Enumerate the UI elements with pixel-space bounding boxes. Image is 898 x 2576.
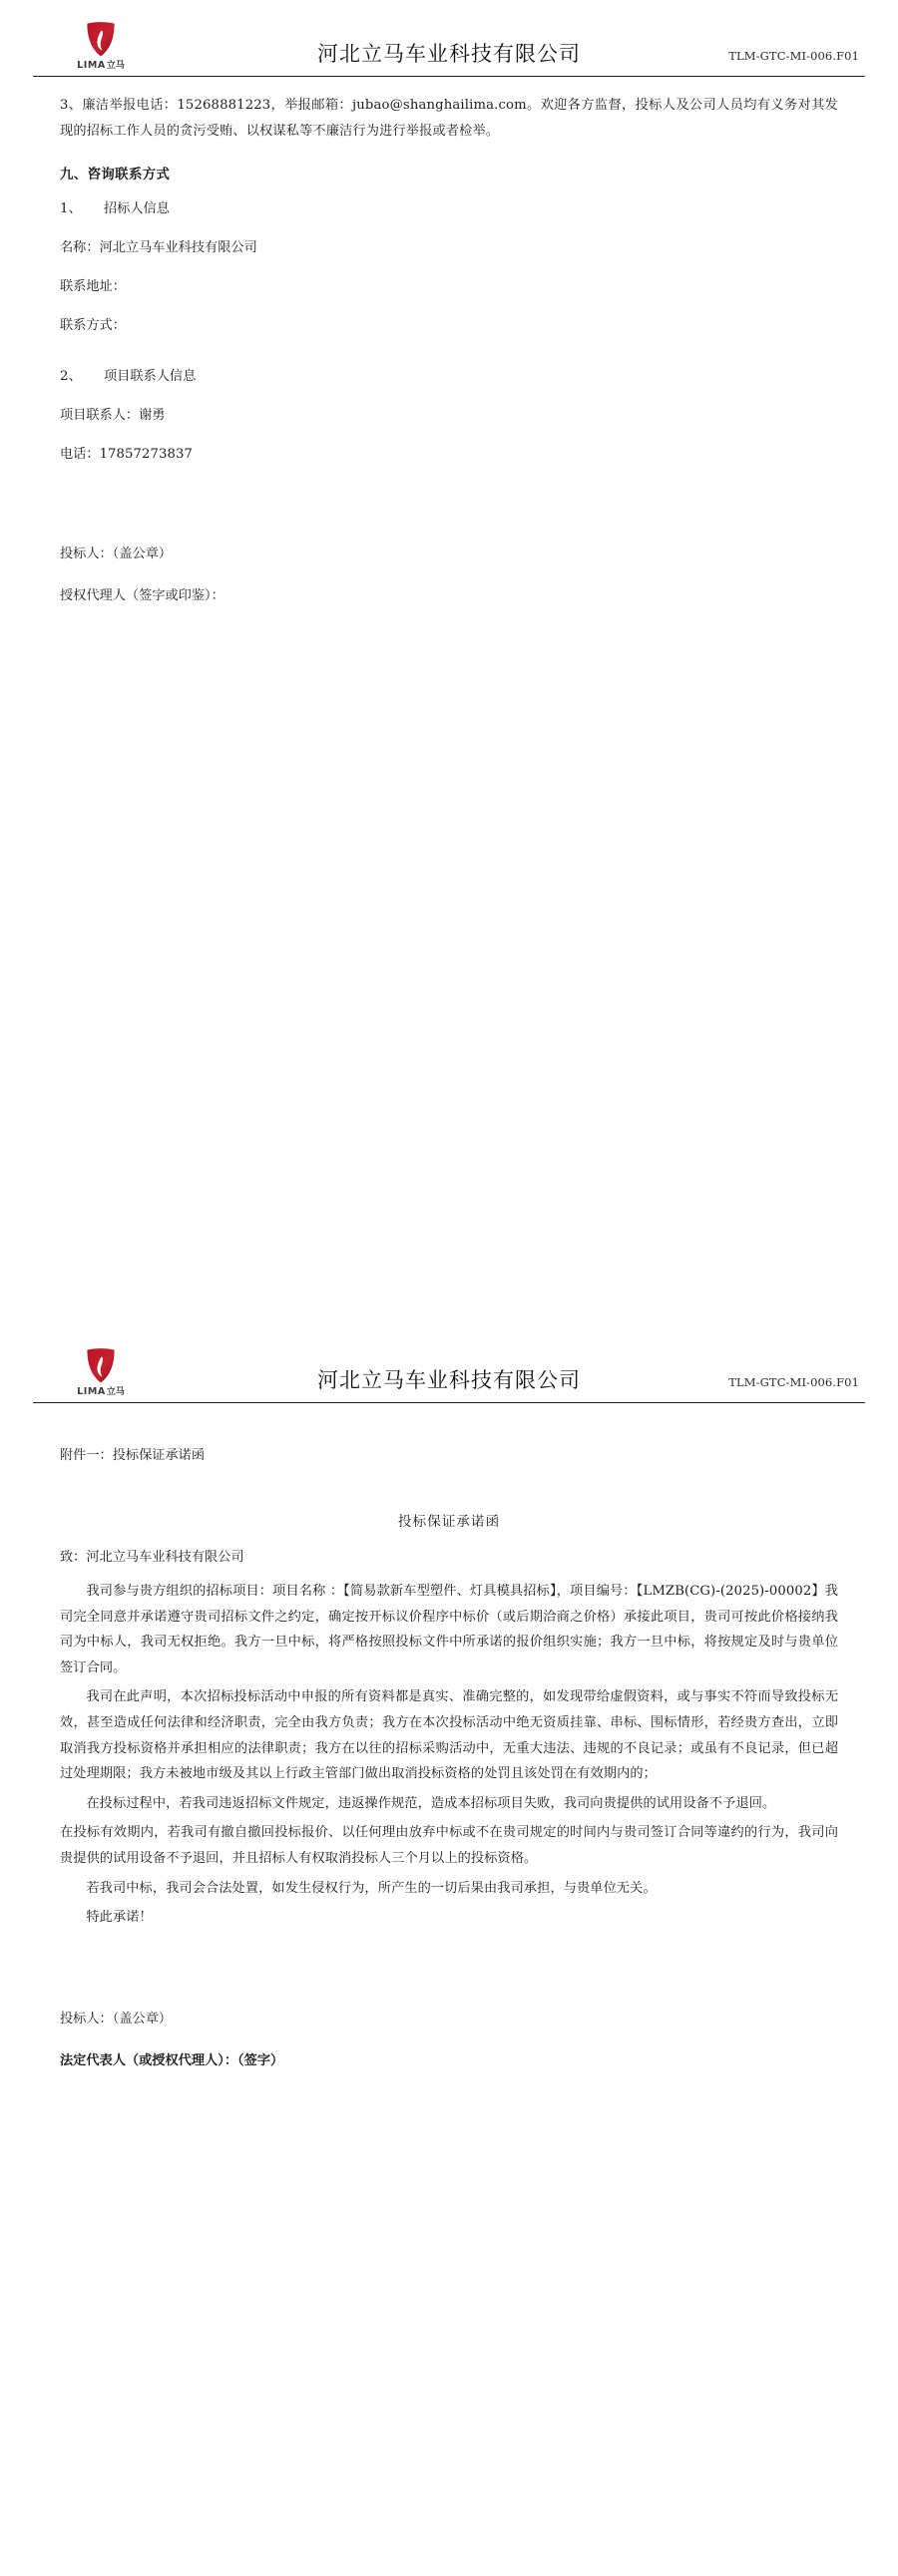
page1-bidder-signature-line: 投标人：（盖公章） (60, 547, 173, 561)
commitment-paragraph-4: 在投标有效期内，若我司有撤自撤回投标报价、以任何理由放弃中标或不在贵司规定的时间内与贵司签订合同等違约的行为，我司向贵提供的试用设备不予退回，并且招标人有权取消投标人三个月以上的投标资格。 (60, 1825, 838, 1866)
page1-agent-signature-line: 授权代理人（签字或印鉴）： (60, 588, 224, 603)
project-contact-label: 项目联系人： (60, 408, 140, 423)
bidder-contact-label: 联系方式： (60, 318, 126, 333)
commitment-closing: 特此承诺！ (86, 1910, 153, 1926)
addressee-line: 致：河北立马车业科技有限公司 (60, 1550, 244, 1565)
logo-wordmark-cn: 立马 (106, 1387, 125, 1397)
item-2-number: 2、 (60, 369, 82, 384)
header-company-name: 河北立马车业科技有限公司 (317, 1368, 581, 1392)
page2-legal-rep-signature-line: 法定代表人（或授权代理人）：（签字） (60, 2052, 284, 2068)
bidder-address-label: 联系地址： (60, 279, 126, 294)
item-2-label: 项目联系人信息 (103, 369, 197, 384)
section-9-heading: 九、咨询联系方式 (60, 167, 171, 183)
logo-wordmark-cn: 立马 (106, 61, 125, 71)
project-phone-value: 17857273837 (99, 447, 193, 462)
page1-blank-area (60, 609, 838, 1248)
item-2-heading (60, 364, 838, 390)
attachment-label: 附件一：投标保证承诺函 (60, 1448, 206, 1463)
page2-bidder-signature-line: 投标人：（盖公章） (60, 2011, 173, 2026)
project-contact-field (60, 403, 838, 429)
header-document-code: TLM-GTC-MI-006.F01 (728, 49, 859, 63)
bidder-name-label: 名称： (60, 240, 100, 255)
logo-wordmark-latin: LIMA (77, 1386, 106, 1397)
bidder-address-field (60, 274, 838, 300)
page1-body (60, 77, 838, 1248)
header-document-code: TLM-GTC-MI-006.F01 (728, 1375, 859, 1389)
header-company-name: 河北立马车业科技有限公司 (317, 42, 581, 66)
project-contact-value: 谢勇 (139, 408, 166, 423)
page2-blank-area (60, 2074, 838, 2164)
commitment-paragraph-2: 我司在此声明，本次招标投标活动中申报的所有资料都是真实、准确完整的，如发现带给虚假资料，或与事实不符而导致投标无效，甚至造成任何法律和经济职责，完全由我方负责；我方在本次投标活动中绝无资质挂靠、串标、围标情形，若经贵方查出，立即取消我方投标资格并承担相应的法律职责；我方在以往的招标采购活动中，无重大违法、违规的不良记录；或虽有不良记录，但已超过处理期限；我方未被地市级及其以上行政主管部门做出取消投标资格的处罚且该处罚在有效期内的； (60, 1689, 838, 1782)
page-header (33, 0, 865, 72)
logo-wordmark-latin: LIMA (77, 60, 106, 71)
clause-3-paragraph: 3、廉洁举报电话：15268881223，举报邮箱：jubao@shanghailima.com。欢迎各方监督，投标人及公司人员均有义务对其发现的招标工作人员的贪污受贿、以权谋私等不廉洁行为进行举报或者检举。 (60, 98, 838, 139)
page2-body (60, 1403, 838, 2164)
project-phone-field (60, 442, 838, 468)
page2-header (33, 1326, 865, 1398)
item-1-heading (60, 196, 838, 222)
project-phone-label: 电话： (60, 447, 100, 462)
commitment-paragraph-1: 我司参与贵方组织的招标项目：项目名称 ：【简易款新车型塑件、灯具模具招标】，项目编号：【LMZB(CG)-(2025)-00002】我司完全同意并承诺遵守贵司招标文件之约定，确定按开标议价程序中标价（或后期洽商之价格）承接此项目，贵司可按此价格接纳我司为中标人，我司无权拒绝。我方一旦中标，将严格按照投标文件中所承诺的报价组织实施；我方一旦中标，将按规定及时与贵单位签订合同。 (60, 1584, 838, 1675)
bidder-name-value: 河北立马车业科技有限公司 (99, 240, 257, 255)
document-page-2 (0, 1326, 898, 2576)
item-1-number: 1、 (60, 201, 82, 216)
bidder-name-field (60, 235, 838, 261)
bidder-contact-field (60, 313, 838, 339)
commitment-paragraph-5: 若我司中标，我司会合法处置，如发生侵权行为，所产生的一切后果由我司承担，与贵单位无关。 (86, 1880, 657, 1896)
item-1-label: 招标人信息 (103, 201, 170, 216)
commitment-letter-title: 投标保证承诺函 (397, 1514, 501, 1530)
commitment-paragraph-3: 在投标过程中，若我司违返招标文件规定，违返操作规范，造成本招标项目失败，我司向贵提供的试用设备不予退回。 (86, 1795, 776, 1811)
